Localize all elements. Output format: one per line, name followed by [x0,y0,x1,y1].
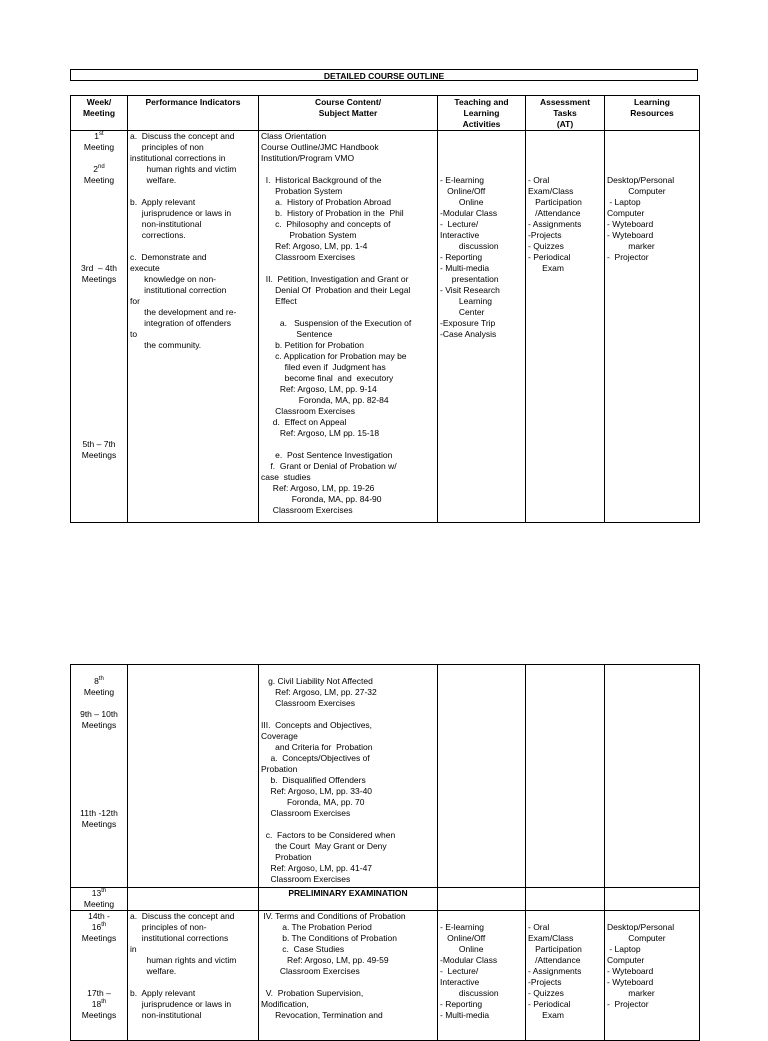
text-line: Online [440,197,484,207]
text-line [73,285,125,296]
text-line: jurisprudence or laws in [130,999,232,1009]
text-line: a. The Probation Period [261,922,372,932]
text-line: Denial Of Probation and their Legal [261,285,411,295]
text-line: for [130,296,140,306]
text-line [607,911,697,922]
text-line: - Quizzes [528,241,564,251]
text-line: Interactive [440,230,480,240]
text-line: - Wyteboard [607,230,654,240]
text-line [73,797,125,808]
text-line: Learning [440,296,492,306]
text-line: Desktop/Personal [607,175,675,185]
text-line: 5th – 7th [82,439,116,449]
table-row [71,888,700,911]
text-line: Computer [607,955,645,965]
text-line: Center [440,307,485,317]
text-line [261,164,435,175]
text-line: Assessment [539,97,591,107]
text-line [73,362,125,373]
preliminary-examination-label: PRELIMINARY EXAMINATION [259,888,438,911]
text-line [73,665,125,676]
text-line [73,775,125,786]
text-line: Online/Off [440,933,486,943]
text-line: b. History of Probation in the Phil [261,208,404,218]
text-line: - Periodical [528,999,571,1009]
text-line: - Laptop [607,197,641,207]
text-line: - Multi-media [440,1010,490,1020]
text-line: 3rd – 4th [81,263,117,273]
text-line [440,153,523,164]
text-line: Online/Off [440,186,486,196]
text-line: 8th [94,676,104,686]
text-line: - Quizzes [528,988,564,998]
text-line: - Wyteboard [607,219,654,229]
text-line: Meetings [81,819,117,829]
assessment-tasks-cell [526,888,605,911]
text-line: Foronda, MA, pp. 70 [261,797,365,807]
text-line: - Oral [528,175,550,185]
text-line: Probation [261,852,312,862]
text-line [528,153,602,164]
text-line: the community. [130,340,202,350]
text-line: b. Apply relevant [130,988,196,998]
course-outline-title: DETAILED COURSE OUTLINE [70,69,698,81]
text-line [607,153,697,164]
text-line [73,966,125,977]
text-line [607,142,697,153]
performance-indicators-cell [128,131,259,523]
text-line: a. Discuss the concept and [130,131,235,141]
text-line: 2nd [93,164,105,174]
text-line: to [130,329,138,339]
text-line [73,395,125,406]
assessment-tasks-cell [526,131,605,523]
text-line: and Criteria for Probation [261,742,373,752]
text-line [73,977,125,988]
text-line: b. Petition for Probation [261,340,365,350]
text-line: Meeting [82,108,116,118]
text-line: -Modular Class [440,955,498,965]
text-line: I. Historical Background of the [261,175,382,185]
text-line: Ref: Argoso, LM, pp. 49-59 [261,955,389,965]
table-row [71,131,700,523]
text-line: Course Outline/JMC Handbook [261,142,379,152]
text-line [73,153,125,164]
text-line: Meetings [81,720,117,730]
text-line: II. Petition, Investigation and Grant or [261,274,409,284]
text-line [73,955,125,966]
text-line: institutional corrections [130,933,229,943]
text-line: Ref: Argoso, LM, pp. 9-14 [261,384,377,394]
text-line: welfare. [130,175,177,185]
text-line: Tasks [553,108,577,118]
text-line: - Visit Research [440,285,500,295]
text-line [261,819,435,830]
text-line [528,911,602,922]
text-line: marker [607,988,655,998]
text-line: IV. Terms and Conditions of Probation [261,911,406,921]
text-line: 13th [91,888,107,898]
text-line: Exam [528,1010,564,1020]
text-line [528,142,602,153]
text-line [261,263,435,274]
header-row [71,96,700,131]
text-line [261,307,435,318]
header-learning-resources [605,96,700,131]
text-line: V. Probation Supervision, [261,988,364,998]
text-line [440,164,523,175]
text-line [73,219,125,230]
text-line: in [130,944,137,954]
text-line [73,197,125,208]
text-line: -Projects [528,977,562,987]
text-line: Learning [634,97,670,107]
text-line: Participation [528,197,582,207]
text-line: Meeting [83,175,115,185]
text-line: Week/ [86,97,112,107]
header-week [71,96,128,131]
text-line: Meetings [81,1010,117,1020]
text-line: welfare. [130,966,177,976]
assessment-tasks-cell [526,911,605,1041]
performance-indicators-cell [128,665,259,888]
text-line: a. Concepts/Objectives of [261,753,370,763]
text-line: /Attendance [528,955,581,965]
text-line: Participation [528,944,582,954]
learning-resources-cell [605,888,700,911]
text-line: Meeting [83,899,115,909]
text-line: -Case Analysis [440,329,497,339]
text-line: Course Content/ [314,97,382,107]
text-line: Class Orientation [261,131,327,141]
text-line [528,164,602,175]
text-line: 16th [91,922,107,932]
text-line [73,296,125,307]
text-line: 1st [94,131,104,141]
text-line: -Exposure Trip [440,318,496,328]
text-line: Ref: Argoso, LM, pp. 27-32 [261,687,377,697]
text-line: c. Demonstrate and [130,252,207,262]
course-content-cell [259,911,438,1041]
text-line: Interactive [440,977,480,987]
text-line [607,131,697,142]
text-line: Exam [528,263,564,273]
week-meeting-cell [71,131,128,523]
text-line [261,709,435,720]
text-line: Probation System [261,230,357,240]
text-line [73,340,125,351]
text-line: - Laptop [607,944,641,954]
text-line: case studies [261,472,311,482]
week-meeting-cell [71,888,128,911]
text-line [73,417,125,428]
text-line: Coverage [261,731,298,741]
text-line: - Wyteboard [607,977,654,987]
text-line: - Projector [607,999,649,1009]
text-line: principles of non [130,142,204,152]
header-course-content [259,96,438,131]
text-line [130,977,256,988]
assessment-tasks-cell [526,665,605,888]
text-line: corrections. [130,230,186,240]
text-line: f. Grant or Denial of Probation w/ [261,461,397,471]
text-line: - Lecture/ [440,219,479,229]
text-line: - Reporting [440,999,483,1009]
text-line: presentation [440,274,499,284]
text-line: Institution/Program VMO [261,153,355,163]
text-line: Computer [607,186,666,196]
week-meeting-cell [71,911,128,1041]
text-line: 17th – [87,988,111,998]
text-line [73,428,125,439]
text-line [607,164,697,175]
text-line [73,384,125,395]
text-line: c. Application for Probation may be [261,351,407,361]
text-line: Exam/Class [528,186,574,196]
text-line: Teaching and [454,97,509,107]
text-line: /Attendance [528,208,581,218]
text-line: non-institutional [130,219,202,229]
text-line: Modification, [261,999,309,1009]
text-line: integration of offenders [130,318,231,328]
text-line: - Projector [607,252,649,262]
text-line: - Oral [528,922,550,932]
text-line: Sentence [261,329,333,339]
text-line: marker [607,241,655,251]
text-line: - E-learning [440,922,484,932]
text-line: Meetings [81,933,117,943]
text-line: Meeting [83,142,115,152]
table-row [71,665,700,888]
text-line: Activities [462,119,501,129]
text-line: Learning [463,108,500,118]
text-line: a. History of Probation Abroad [261,197,391,207]
text-line: a. Discuss the concept and [130,911,235,921]
text-line [261,665,435,676]
teaching-activities-cell [438,911,526,1041]
text-line [130,186,256,197]
text-line: - Assignments [528,219,582,229]
text-line: become final and executory [261,373,394,383]
text-line [73,318,125,329]
text-line [73,764,125,775]
text-line: - E-learning [440,175,484,185]
header-teaching-activities [438,96,526,131]
text-line: Classroom Exercises [261,698,355,708]
text-line: III. Concepts and Objectives, [261,720,373,730]
text-line: 11th -12th [80,808,118,818]
course-outline-table-page2 [70,664,700,1041]
text-line: filed even if Judgment has [261,362,386,372]
text-line: Ref: Argoso, LM, pp. 33-40 [261,786,373,796]
text-line [73,786,125,797]
text-line [73,698,125,709]
text-line: the Court May Grant or Deny [261,841,387,851]
text-line [261,977,435,988]
text-line: institutional correction [130,285,227,295]
teaching-activities-cell [438,131,526,523]
text-line: discussion [440,988,499,998]
text-line: Computer [607,208,645,218]
text-line [73,230,125,241]
text-line: - Wyteboard [607,966,654,976]
text-line: d. Effect on Appeal [261,417,347,427]
text-line: - Periodical [528,252,571,262]
text-line: Meetings [81,450,117,460]
text-line: knowledge on non- [130,274,217,284]
course-content-cell [259,665,438,888]
text-line: Resources [630,108,674,118]
text-line [73,351,125,362]
text-line: 18th [91,999,107,1009]
text-line: - Lecture/ [440,966,479,976]
performance-indicators-cell [128,888,259,911]
text-line: human rights and victim [130,955,237,965]
text-line [73,373,125,384]
text-line [440,911,523,922]
text-line: - Reporting [440,252,483,262]
text-line: Classroom Exercises [261,808,351,818]
text-line: Ref: Argoso, LM pp. 15-18 [261,428,380,438]
text-line [73,186,125,197]
header-assessment-tasks [526,96,605,131]
text-line: Classroom Exercises [261,874,351,884]
text-line: Classroom Exercises [261,966,360,976]
text-line: Foronda, MA, pp. 84-90 [261,494,382,504]
text-line [73,252,125,263]
text-line: a. Suspension of the Execution of [261,318,412,328]
text-line [528,131,602,142]
text-line: b. Disqualified Offenders [261,775,366,785]
text-line [73,731,125,742]
text-line: Ref: Argoso, LM, pp. 41-47 [261,863,373,873]
table-row [71,911,700,1041]
text-line: Subject Matter [318,108,378,118]
learning-resources-cell [605,665,700,888]
course-content-cell [259,131,438,523]
text-line [261,439,435,450]
text-line [73,208,125,219]
text-line: b. The Conditions of Probation [261,933,397,943]
text-line: -Projects [528,230,562,240]
text-line: Effect [261,296,297,306]
text-line: execute [130,263,160,273]
text-line: Desktop/Personal [607,922,675,932]
text-line: discussion [440,241,499,251]
text-line: Meeting [83,687,115,697]
text-line: c. Case Studies [261,944,345,954]
text-line: the development and re- [130,307,237,317]
text-line: Meetings [81,274,117,284]
text-line: Classroom Exercises [261,505,353,515]
text-line: 14th - [88,911,110,921]
text-line [73,329,125,340]
text-line [73,406,125,417]
text-line: Classroom Exercises [261,252,355,262]
learning-resources-cell [605,131,700,523]
text-line: Foronda, MA, pp. 82-84 [261,395,389,405]
text-line: Performance Indicators [145,97,241,107]
text-line [73,753,125,764]
text-line: institutional corrections in [130,153,226,163]
text-line: jurisprudence or laws in [130,208,232,218]
text-line [73,241,125,252]
learning-resources-cell [605,911,700,1041]
text-line [440,131,523,142]
course-outline-table-page1 [70,95,700,523]
text-line [130,241,256,252]
text-line: - Multi-media [440,263,490,273]
text-line: Online [440,944,484,954]
text-line: Probation [261,764,298,774]
text-line [73,307,125,318]
text-line: non-institutional [130,1010,202,1020]
week-meeting-cell [71,665,128,888]
text-line: Ref: Argoso, LM, pp. 1-4 [261,241,368,251]
teaching-activities-cell [438,888,526,911]
text-line: - Assignments [528,966,582,976]
text-line: c. Philosophy and concepts of [261,219,391,229]
text-line [73,742,125,753]
text-line: b. Apply relevant [130,197,196,207]
text-line: g. Civil Liability Not Affected [261,676,373,686]
text-line: -Modular Class [440,208,498,218]
text-line [73,944,125,955]
text-line: c. Factors to be Considered when [261,830,396,840]
text-line: Ref: Argoso, LM, pp. 19-26 [261,483,375,493]
text-line: human rights and victim [130,164,237,174]
text-line: Revocation, Termination and [261,1010,383,1020]
text-line: principles of non- [130,922,207,932]
text-line: Computer [607,933,666,943]
text-line: e. Post Sentence Investigation [261,450,393,460]
text-line: Exam/Class [528,933,574,943]
text-line [440,142,523,153]
performance-indicators-cell [128,911,259,1041]
teaching-activities-cell [438,665,526,888]
text-line: Classroom Exercises [261,406,355,416]
text-line: (AT) [556,119,574,129]
header-performance-indicators [128,96,259,131]
text-line: Probation System [261,186,343,196]
text-line: 9th – 10th [80,709,118,719]
